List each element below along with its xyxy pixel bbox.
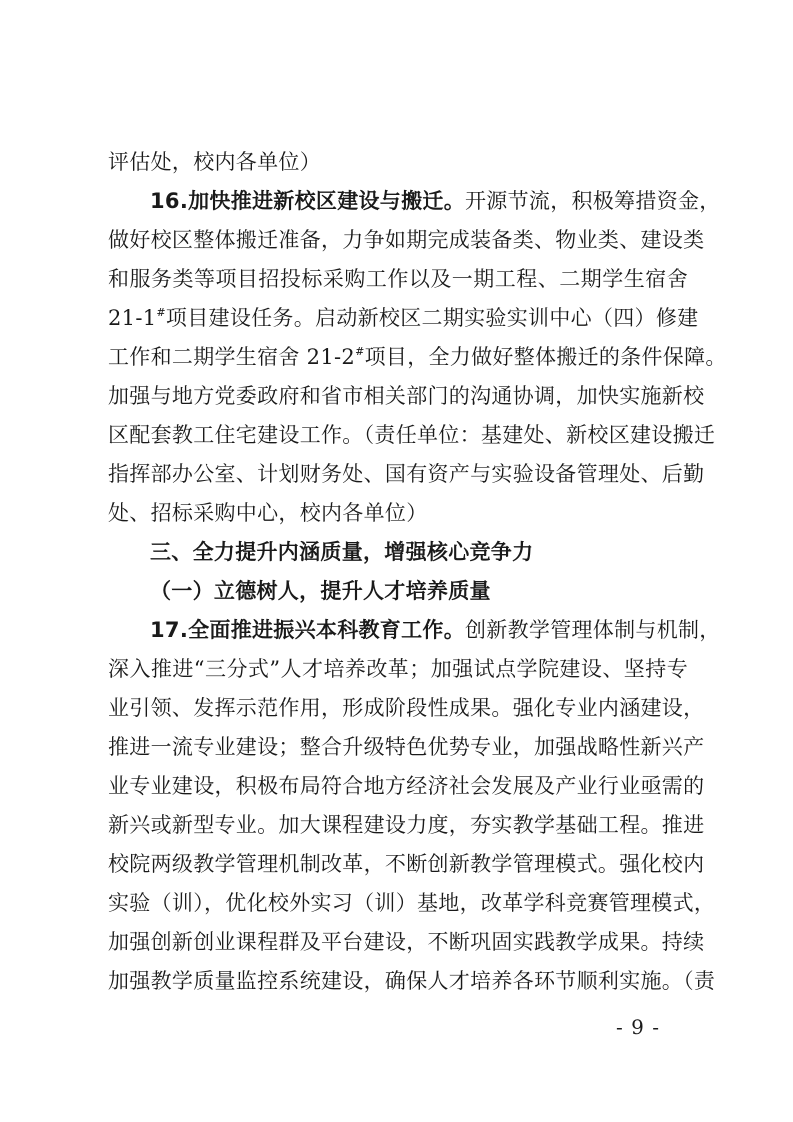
text-line: 加强创新创业课程群及平台建设，不断巩固实践教学成果。持续 [108,930,705,954]
text-line: 做好校区整体搬迁准备，力争如期完成装备类、物业类、建设类 [108,228,705,252]
item-17-title: 17.全面推进振兴本科教育工作。 [150,618,465,642]
text-fragment: 工作和二期学生宿舍 21-2 [108,345,356,369]
text-line: 深入推进“三分式”人才培养改革；加强试点学院建设、坚持专 [108,657,688,681]
section-heading: 三、全力提升内涵质量，增强核心竞争力 [150,540,534,564]
item-16-title: 16.加快推进新校区建设与搬迁。 [150,189,465,213]
item-16-first-line [150,187,721,215]
text-fragment: 项目，全力做好整体搬迁的条件保障。 [364,345,727,369]
text-line: 加强教学质量监控系统建设，确保人才培养各环节顺利实施。（责 [108,969,716,993]
superscript-mark: # [355,345,365,358]
text-line: 区配套教工住宅建设工作。（责任单位：基建处、新校区建设搬迁 [108,423,716,447]
text-line [108,343,727,371]
text-line: 和服务类等项目招投标采购工作以及一期工程、二期学生宿舍 [108,267,688,291]
item-17-text: 创新教学管理体制与机制， [465,618,721,642]
project-number: 21-1 [108,306,157,330]
subsection-heading: （一）立德树人，提升人才培养质量 [150,579,491,603]
text-line: 业引领、发挥示范作用，形成阶段性成果。强化专业内涵建设， [108,696,705,720]
text-line: 推进一流专业建设；整合升级特色优势专业，加强战略性新兴产 [108,735,705,759]
item-16-text: 开源节流，积极筹措资金， [465,189,721,213]
text-line: 评估处，校内各单位） [108,150,321,174]
text-line: 业专业建设，积极布局符合地方经济社会发展及产业行业亟需的 [108,774,705,798]
text-line: 处、招标采购中心，校内各单位） [108,501,428,525]
superscript-mark: # [156,306,166,319]
page-number: - 9 - [616,1015,660,1039]
text-line [108,304,699,332]
text-line: 指挥部办公室、计划财务处、国有资产与实验设备管理处、后勤 [108,462,705,486]
text-line: 加强与地方党委政府和省市相关部门的沟通协调，加快实施新校 [108,384,705,408]
text-fragment: 项目建设任务。启动新校区二期实验实训中心（四）修建 [165,306,699,330]
text-line: 实验（训），优化校外实习（训）基地，改革学科竞赛管理模式， [108,891,716,915]
text-line: 新兴或新型专业。加大课程建设力度，夯实教学基础工程。推进 [108,813,705,837]
item-17-first-line [150,616,721,644]
text-line: 校院两级教学管理机制改革，不断创新教学管理模式。强化校内 [108,852,705,876]
